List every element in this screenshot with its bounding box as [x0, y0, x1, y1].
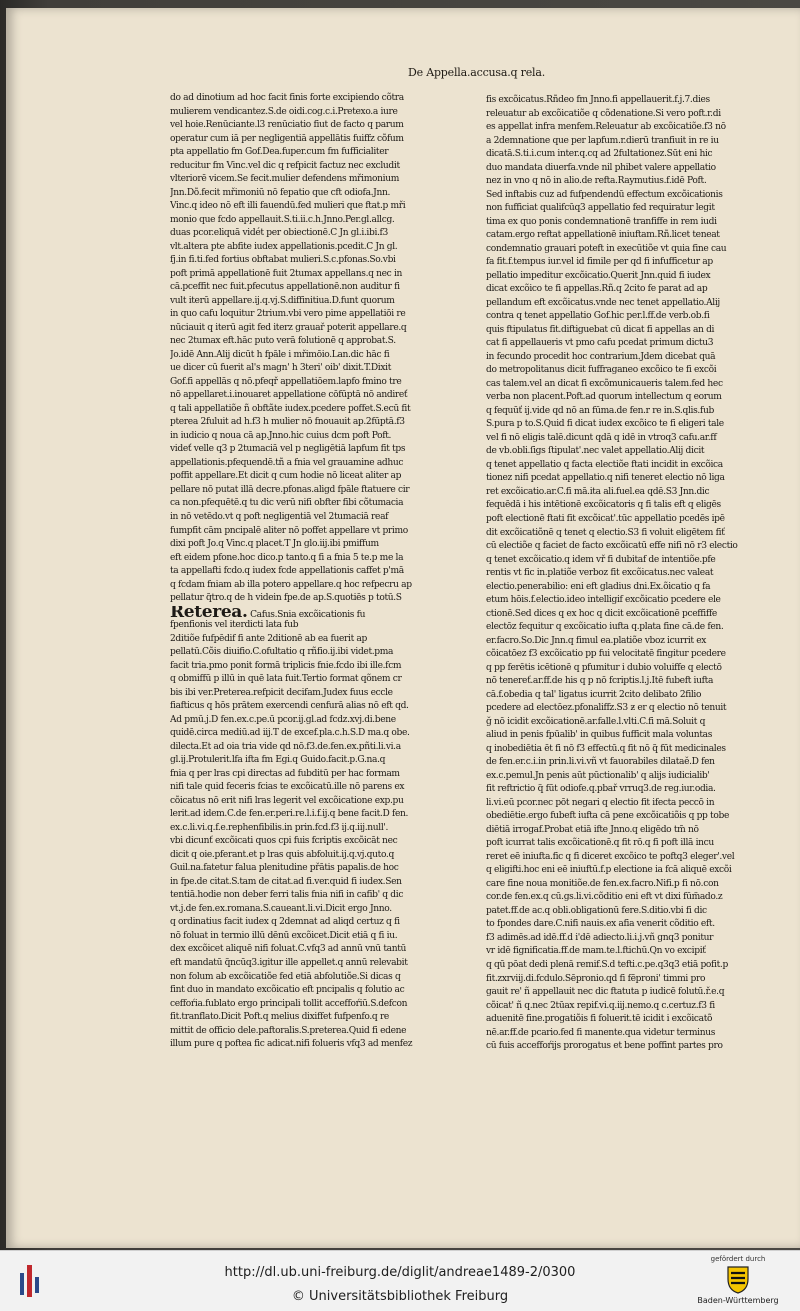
- text-line: lerit.ad idem.C.de fen.er.peri.re.l.i.f.ij.q bene facit.D fen.: [170, 809, 409, 820]
- text-line: non folum ab excõicatiõe fed etiā abfolutiõe.Si dicas q: [170, 971, 401, 982]
- text-line: cas talem.vel an dicat fi excõmunicaueris talem.fed hec: [486, 378, 723, 389]
- text-line: pterea 2fuluit ad h.f3 h mulier nō fnouauit ap.2fūptā.f3: [170, 417, 405, 428]
- text-line: patet.ff.de ac.q obli.obligationū fere.S.ditio.vbi fi dic: [486, 905, 707, 916]
- text-line: duas pcor.eliquā vidét per obiectionē.C Jn gl.i.ibi.f3: [170, 228, 388, 239]
- text-line: fis excõicatus.Rñdeo fm Jnno.fi appellauerit.f.j.7.dies: [486, 95, 710, 105]
- text-line: fj.in fi.ti.fed fortius obftabat mulieri.S.c.pfonas.So.vbi: [170, 255, 396, 266]
- sponsor-logo: [688, 1255, 788, 1309]
- text-line: q tenet appellatio q facta electiõe ftati incidit in excõica: [486, 459, 723, 470]
- text-line: S.pura p to.S.Quid fi dicat iudex excõico te fi eligeri tale: [486, 419, 724, 430]
- text-line: er.facro.So.Dic Jnn.q fimul ea.platiõe vboz icurrit ex: [486, 635, 707, 646]
- text-line: mulierem vendicantez.S.de oidi.cog.c.i.Pretexo.a iure: [170, 106, 398, 117]
- sponsor-label: gefördert durch: [710, 1255, 766, 1263]
- text-line: pellatio impeditur excõicatio.Querit Jnn.quid fi iudex: [486, 270, 711, 281]
- baden-wuerttemberg-seal-icon: [725, 1264, 751, 1294]
- text-line: de fen.er.c.i.in prin.li.vi.vñ vt fauorabiles dilataĕ.D fen: [486, 757, 715, 768]
- text-line: fint duo in mandato excõicatio eft pncipalis q folutio ac: [170, 985, 405, 996]
- section-initial-line: [170, 606, 446, 620]
- text-line: Gof.fi appellās q nō.pfeqř appellatiōem.lapfo fmino tre: [170, 376, 402, 387]
- text-line: Jo.idē Ann.Alij dicūt h fpāle i mřimōio.Lan.dic hāc fi: [170, 349, 390, 360]
- text-line: mittit de officio dele.paftoralis.S.preterea.Quid fi edene: [170, 1025, 407, 1036]
- text-line: q pp ferētis icētionē q pfumitur i dubio voluiffe q electō: [486, 662, 722, 673]
- text-line: cā.pceffit nec fuit.pfecutus appellationē.non auditur fi: [170, 282, 400, 293]
- text-line: to fpondes dare.C.nifi nauis.ex afia venerit cõditio eft.: [486, 919, 715, 930]
- text-line: Guil.na.fatetur falua plenitudine přātis papalis.de hoc: [170, 863, 399, 874]
- text-line: fit.zxrviij.di.fcdulo.Sēpronio.qd fi fēproni' timmi pro: [486, 973, 706, 984]
- text-line: pta appellatio fm Gof.Dea.fuper.cum fm fufficialiter: [170, 147, 389, 158]
- text-line: dex excõicet aliquē nifi foluat.C.vfq3 ad annū vnū tantū: [170, 944, 407, 955]
- text-line: operatur cum iā per negligentiā appellātis fuiffz cõfum: [170, 133, 404, 144]
- text-line: in fpe.de citat.S.tam de citat.ad fi.ver.quid fi iudex.Sen: [170, 876, 402, 887]
- decorated-initial: Reterea.: [170, 605, 248, 620]
- text-line: nō foluat in termio illū dēnū excõicet.Dicit etiā q fi iu.: [170, 930, 398, 941]
- text-line: ex.c.li.vi.q.f.e.rephenfibilis.in prin.fcd.f3 ij.q.iij.null'.: [170, 822, 389, 833]
- text-line: etum hōis.f.electio.ideo intelligif excõicatio pcedere ele: [486, 595, 721, 606]
- text-line: q fcdam fniam ab illa potero appellare.q hoc refpecru ap: [170, 579, 412, 590]
- left-column: [170, 92, 446, 1052]
- text-line: dicit q oie.pferant.et p lras quis abfoluit.ij.q.vj.quto.q: [170, 849, 394, 860]
- text-line: catam.ergo reftat appellationē iniuftam.Rñ.licet teneat: [486, 230, 720, 241]
- text-line: fiafticus q hōs prātem exercendi cenfurā alias nō eft qd.: [170, 701, 409, 712]
- text-line: pellandum eft excõicatus.vnde nec tenet appellatio.Alij: [486, 297, 720, 308]
- permalink-url[interactable]: http://dl.ub.uni-freiburg.de/diglit/andreae1489-2/0300: [224, 1265, 576, 1280]
- text-line: diētiā irrogaf.Probat etiā ifte Jnno.q eligēdo tm̃ nō: [486, 824, 699, 835]
- text-line: electio.penerabilio: eni eft gladius dni.Ex.õicatio q fa: [486, 581, 711, 592]
- text-line: pellatū.Cõis diuifio.C.ofultatio q rñfio.ij.ibi videt.pma: [170, 647, 394, 658]
- text-line: 2ditiõe fufpēdif fi ante 2ditionē ab ea fuerit ap: [170, 633, 367, 644]
- text-line: vr idē fignificatia.ff.de mam.te.l.ftichū.Qn vo excipiť: [486, 946, 706, 957]
- text-line: reducitur fm Vinc.vel dic q refpicit factuz nec excludit: [170, 160, 400, 171]
- text-line: illum pure q poftea fic adicat.nifi folueris vfq3 ad menfez: [170, 1039, 413, 1050]
- text-line: fumpfit cām pncipalē aliter nō poffet appellare vt primo: [170, 525, 408, 536]
- text-line: facit tria.pmo ponit formā triplicis fnie.fcdo ibi ille.fcm: [170, 660, 402, 671]
- text-line: vbi dicunť excõicati quos cpi fuis fcriptis excõicāt nec: [170, 836, 398, 847]
- text-line: gauit re' ñ appellauit nec dic ftatuta p iudicē folutū.ř.e.q: [486, 987, 725, 998]
- text-line: poffit appellare.Et dicit q cum hodie nō liceat aliter ap: [170, 471, 402, 482]
- text-line: de vb.obli.ſigs ſtipulat'.nec valet appellatio.Alij dicit: [486, 446, 705, 457]
- text-line: rentis vt fic in.platiõe verboz fit excõicatus.nec valeat: [486, 568, 714, 579]
- text-line: poft icurrat talis excõicationē.q fit rō.q fi poft illā incu: [486, 838, 714, 849]
- text-line: nō tenereť.ar.ff.de his q p nō fcriptis.l.j.Itē fubeft iufta: [486, 676, 714, 687]
- text-line: monio que fcdo appellauit.S.ti.ii.c.h.Jnno.Per.gl.allcg.: [170, 214, 395, 225]
- text-line: vt.j.de fen.ex.romana.S.caueant.li.vi.Dicit ergo Jnno.: [170, 903, 392, 914]
- text-line: non fufficiat qualifcūq3 appellatio fed requiratur legit: [486, 203, 715, 214]
- text-line: tionez nifi pcedat appellatio.q nifi teneret electio nō liga: [486, 473, 725, 484]
- text-line: condemnatio grauari poteft in execūtiõe vt quia fine cau: [486, 243, 727, 254]
- text-line: cū fuis acceffoŕijs prorogatus et bene poffint partes pro: [486, 1041, 723, 1052]
- text-line: gl.ij.Protulerit.lfa ifta fm Egi.q Guido.facit.p.G.na.q: [170, 755, 386, 766]
- text-line: ret excõicatio.ar.C.fi mā.ita ali.fuel.ea qdē.S3 Jnn.dic: [486, 486, 710, 497]
- text-line: contra q tenet appellatio Gof.hic per.l.ff.de verb.ob.fi: [486, 311, 710, 322]
- text-line: tentiā.hodie non deber ferri talis fnia nifi in cafib' q dic: [170, 890, 404, 901]
- text-line: duo mandata diuerfa.vnde nil phibet valere appellatio: [486, 162, 716, 173]
- text-line: q obmiffū p illū in quē lata fuit.Tertio format qõnem cr: [170, 674, 402, 685]
- text-line: fit reftrictio q̃ fūt odiofe.q.pbař vrruq3.de reg.iur.odia.: [486, 784, 716, 795]
- text-line: ctionē.Sed dices q ex hoc q dicit excõicationē pceffiffe: [486, 608, 717, 619]
- text-line: nūciauit q iterū agit fed iterz grauař poterit appellare.q: [170, 322, 407, 333]
- text-line: do ad dinotium ad hoc facit finis forte excipiendo cõtra: [170, 93, 404, 103]
- text-line: care fine noua monitiõe.de fen.ex.facro.Nifi.p fi nō.con: [486, 878, 719, 889]
- text-line: poft primā appellationē fuit 2tumax appellans.q nec in: [170, 268, 403, 279]
- text-line: aliud in penis fpūalib' in quibus fufficit mala voluntas: [486, 730, 713, 741]
- text-line: quis ftipulatus fit.diftiguebat cū dicat fi appellas an di: [486, 324, 715, 335]
- text-line: poft electionē ftati fit excõicat'.tūc appellatio pcedēs ipē: [486, 513, 725, 524]
- text-line: ex.c.pemul.Jn penis aūt pūctionalib' q alijs iudicialib': [486, 770, 710, 781]
- text-line: vult iterū appellare.ij.q.vj.S.diffinitiua.D.funt quorum: [170, 295, 395, 306]
- text-line: eft mandatū q̃ncūq3.igitur ille appellet.q annū relevabit: [170, 958, 408, 968]
- text-line: reret eē iniufta.fic q fi diceret excõico te poftq3 eleger'.vel: [486, 851, 735, 862]
- text-line: dit excõicatiõnē q tenet q electio.S3 fi voluit eligētem fiť: [486, 527, 725, 538]
- text-line: ue dicer cū fuerit al's magn' h 3teri' oib' dixit.T.Dixit: [170, 363, 391, 374]
- text-line: vlt.altera pte abfite iudex appellationis.pcedit.C Jn gl.: [170, 241, 398, 252]
- text-line: in quo cafu loquitur 2trium.vbi vero pime appellatiōi re: [170, 309, 406, 320]
- viewer-footer: [0, 1250, 800, 1311]
- initial-line-text: Cafus.Snia excõicationis fu: [247, 609, 366, 620]
- text-line: tima ex quo ponis condemnationē tranfiffe in rem iudi: [486, 216, 717, 227]
- text-line: cat fi appellaueris vt pmo cafu pcedat primum dictu3: [486, 338, 714, 349]
- text-line: ca non.pfequētē.q tu dic verū nifi obfter fibi cõtumacia: [170, 498, 404, 509]
- copyright-text: © Universitätsbibliothek Freiburg: [291, 1289, 509, 1304]
- text-line: f3 adimēs.ad idē.ff.d i'dē adiecto.li.i.j.vñ gnq3 ponitur: [486, 932, 714, 943]
- text-line: ceffoŕia.fublato ergo principali tollit acceffoŕiū.S.defcon: [170, 998, 408, 1009]
- text-line: vlteriorē vicem.Se fecit.mulier defendens mřimonium: [170, 174, 399, 185]
- sponsor-name: Baden-Württemberg: [697, 1296, 779, 1305]
- text-line: do metropolitanus dicit fuffraganeo excõico te fi excõi: [486, 365, 717, 376]
- text-line: vel hoie.Renūciante.l3 renūciatio fiut de facto q parum: [170, 120, 404, 131]
- text-line: verba non placent.Poft.ad quorum intellectum q eorum: [486, 392, 722, 403]
- text-line: cõicatōez f3 excõicatio pp fui velocitatē fingitur pcedere: [486, 649, 726, 660]
- text-line: Ad pmū.j.D fen.ex.c.pe.ū pcor.ij.gl.ad fcdz.xvj.di.bene: [170, 714, 396, 725]
- text-line: q tenet excõicatio.q idem vř fi dubitaf de intentiõe.pfe: [486, 554, 716, 565]
- text-line: nē.ar.ff.de pcario.fed fi manente.qua videtur terminus: [486, 1027, 716, 1038]
- text-line: cõicatus nō erit nifi lras legerit vel excõicatione exp.pu: [170, 795, 404, 806]
- text-line: q eligifti.hoc eni eē iniuftū.f.p electione ia fcā aliquē excõi: [486, 865, 732, 876]
- text-line: a 2demnatione que per lapfum.r.dierū tranfiuit in re iu: [486, 135, 719, 146]
- text-line: fit.tranflato.Dicit Poft.q melius dixiffet fufpenfo.q re: [170, 1012, 389, 1023]
- text-line: ta appellafti fcdo.q iudex fcde appellationis caffet p'mā: [170, 566, 404, 577]
- text-line: fequēdā i his intētionē excõicatoris q fi talis eft q eligēs: [486, 500, 721, 511]
- text-line: eft eidem pfone.hoc dico.p tanto.q fi a fnia 5 te.p me la: [170, 552, 404, 563]
- text-line: fa fit.f.tempus iur.vel id fimile per qd fi infufficetur ap: [486, 257, 713, 268]
- text-line: q fequūť ij.vide qd nō an fūma.de fen.r re in.S.qlis.fub: [486, 405, 714, 416]
- text-line: electōz fequitur q excõicatio iufta q.plata fine cā.de fen.: [486, 622, 724, 633]
- text-line: dicatā.S.ti.i.cum inter.q.cq ad 2fultationez.Sūt eni hic: [486, 149, 713, 160]
- text-line: dilecta.Et ad oia tria vide qd nō.f3.de.fen.ex.pñti.li.vi.a: [170, 741, 401, 752]
- text-line: cõicat' ñ q.nec 2tūax repif.vi.q.iij.nemo.q c.certuz.f3 fi: [486, 1000, 715, 1011]
- text-line: fnia q per lras cpi directas ad fubditū per hac formam: [170, 768, 400, 779]
- text-line: q inobediētia ēt fi nō f3 effectū.q fit nō q̃ fūt medicinales: [486, 743, 726, 754]
- text-line: pcedere ad electōez.pfonaliffz.S3 ƶ er q electio nō tenuit: [486, 703, 727, 714]
- text-line: pellare nō putat illā decre.pfonas.aligd fpāle ftatuere cir: [170, 484, 410, 495]
- text-line: appellationis.pfequendē.tñ a fnia vel grauamine adhuc: [170, 457, 404, 468]
- text-line: quidē.circa mediū.ad iij.T de excef.pla.c.h.S.D ma.q obe.: [170, 728, 410, 739]
- text-line: q ordinatius facit iudex q 2demnat ad aliqd certuz q fi: [170, 917, 400, 928]
- text-line: nō appellaret.i.inouaret appellatione cōfūptā nō andireť: [170, 390, 408, 401]
- text-line: aduenitē fine.progatiõis fi foluerit.tē icidit i excõicatõ: [486, 1014, 713, 1025]
- text-line: dixi poft Jo.q Vinc.q placet.T Jn glo.iij.ibi pmiffum: [170, 539, 379, 550]
- text-line: obediētie.ergo fubeft iufta cā pene excõicatiõis q pp tobe: [486, 811, 729, 822]
- text-line: bis ibi ver.Preterea.refpicit decifam.Judex fuus eccle: [170, 687, 393, 698]
- text-line: nez in vno q nō in alio.de refta.Raymutius.f.idē Poft.: [486, 176, 707, 187]
- text-line: q qū pōat dedi plenā remif.S.d tefti.c.pe.q3q3 etiā pofit.p: [486, 960, 728, 970]
- text-line: Vinc.q ideo nō eft illi fauendū.fed mulieri que ftat.p mři: [170, 201, 406, 212]
- text-line: li.vi.eū pcor.nec pōt negari q electio fit ifecta peccō in: [486, 797, 715, 808]
- text-line: in nō vetēdo.vt q poft negligentiā vel 2tumaciā reaf: [170, 511, 389, 522]
- text-line: Jnn.Dõ.fecit mřimoniū nō fepatio que cft odiofa.Jnn.: [170, 187, 391, 198]
- text-line: fpenfionis vel iterdicti lata fub: [170, 620, 299, 631]
- text-line: ğ nō icidit excõicationē.ar.falle.l.vlti.C.fi mā.Soluit q: [486, 716, 706, 727]
- text-line: cor.de fen.ex.q cū.gs.li.vi.cõditio eni eft vt dixi fūm̃ado.z: [486, 892, 723, 903]
- text-line: pellatur q̃tro.q de h videin fpe.de ap.S.quotiēs p totū.S: [170, 593, 402, 604]
- text-line: nec 2tumax eft.hāc puto verā folutionē q approbat.S.: [170, 336, 396, 347]
- text-line: vel fi nō eligis talē.dicunt qdā q idē in vtroq3 cafu.ar.ff: [486, 432, 717, 443]
- text-line: es appellat infra menfem.Releuatur ab excõicatiõe.f3 nō: [486, 122, 726, 133]
- text-line: Sed inftabis cuz ad fufpendendū effectum excõicationis: [486, 189, 723, 200]
- text-line: in iudicio q noua cā ap.Jnno.hic cuius dcm poft Poft.: [170, 430, 392, 441]
- text-line: in fecundo procedit hoc contrarium.Jdem dicebat quā: [486, 351, 716, 362]
- text-line: dicat excõico te fi appellas.Rñ.q 2cito fe parat ad ap: [486, 284, 708, 295]
- text-line: cā.f.obedia q tal' ligatus icurrit 2cito delibato 2filio: [486, 689, 702, 700]
- text-line: q tali appellatiõe ñ obftãte iudex.pcedere poffet.S.ecū fit: [170, 403, 411, 414]
- right-column: [486, 94, 776, 1054]
- text-line: releuatur ab excõicatiõe q cõdenatione.Si vero poft.r.di: [486, 108, 721, 119]
- running-head: De Appella.accusa.q rela.: [408, 66, 545, 79]
- text-line: videť velle q3 p 2tumaciā vel p negligētiā lapfum fit tps: [170, 444, 406, 455]
- text-line: cū electiõe q faciet de facto excõicatū effe nifi nō r3 electio: [486, 541, 738, 552]
- text-line: nifi tale quid feceris fcias te excõicatū.ille nō parens ex: [170, 782, 405, 793]
